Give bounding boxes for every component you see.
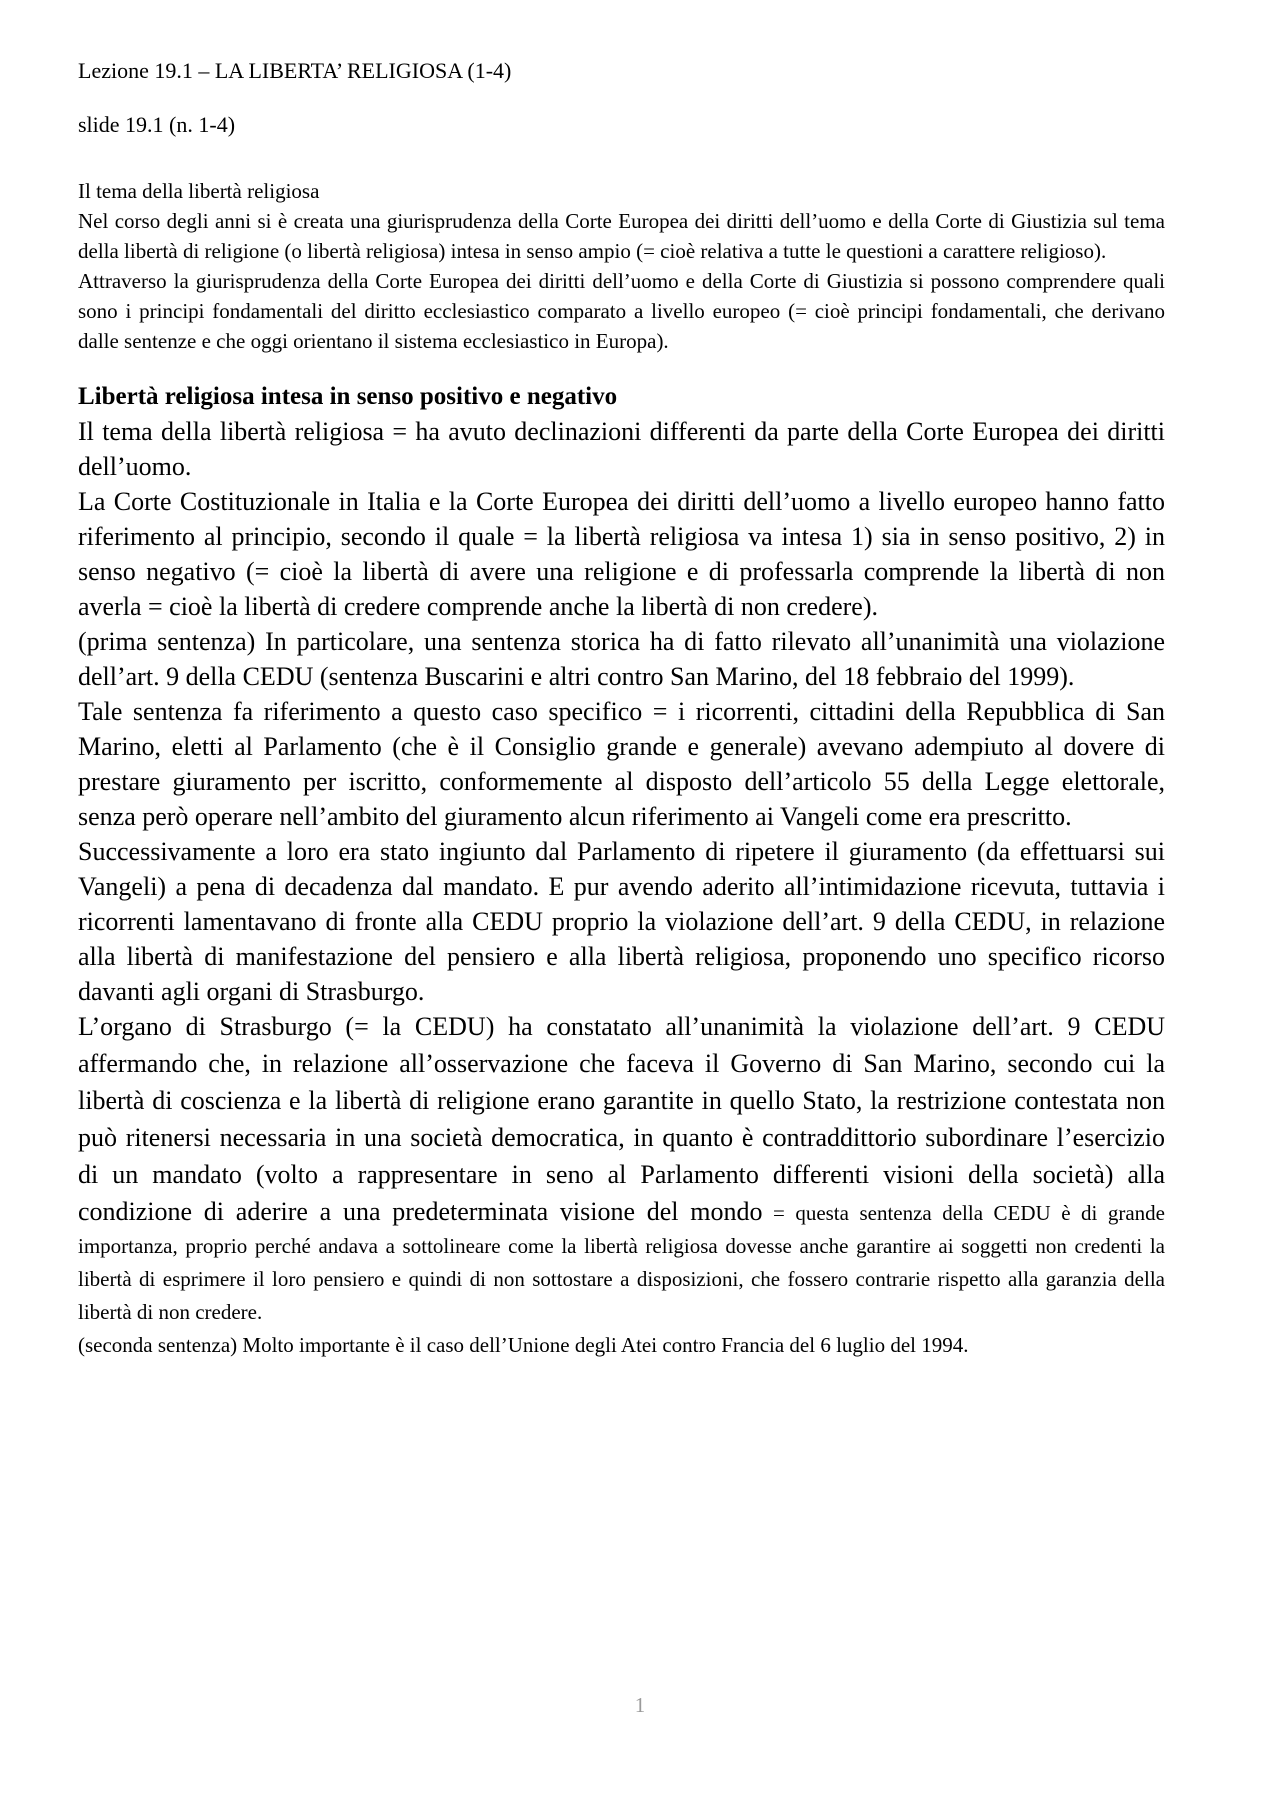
- closing-paragraph: (seconda sentenza) Molto importante è il caso dell’Unione degli Atei contro Francia del 6 luglio del 1994.: [78, 1333, 969, 1357]
- body-paragraph: Successivamente a loro era stato ingiunto dal Parlamento di ripetere il giuramento (da effettuarsi sui Vangeli) a pena di decadenza dal mandato. E pur avendo aderito all’intimidazione ricevuta, tuttavia i ricorrenti lamentavano di fronte alla CEDU proprio la violazione dell’art. 9 della CEDU, in relazione alla libertà di manifestazione del pensiero e alla libertà religiosa, proponendo uno specifico ricorso davanti agli organi di Strasburgo.: [78, 837, 1165, 1006]
- body-paragraph: La Corte Costituzionale in Italia e la Corte Europea dei diritti dell’uomo a livello europeo hanno fatto riferimento al principio, secondo il quale = la libertà religiosa va intesa 1) sia in senso positivo, 2) in senso negativo (= cioè la libertà di avere una religione e di professarla comprende la libertà di non averla = cioè la libertà di credere comprende anche la libertà di non credere).: [78, 487, 1165, 621]
- mixed-size-paragraph: [78, 1009, 1165, 1330]
- section-body: [78, 414, 1165, 1360]
- lesson-title: Lezione 19.1 – LA LIBERTA’ RELIGIOSA (1-4): [78, 58, 512, 83]
- paragraph-small-text: = questa sentenza della CEDU è di grande importanza, proprio perché andava a sottolineare come la libertà religiosa dovesse anche garantire ai soggetti non credenti la libertà di esprimere il loro pensiero e quindi di non sottostare a disposizioni, che fossero contrarie rispetto alla garanzia della libertà di non credere.: [78, 1201, 1165, 1324]
- intro-heading: Il tema della libertà religiosa: [78, 179, 320, 203]
- intro-paragraph: Attraverso la giurisprudenza della Corte Europea dei diritti dell’uomo e della Corte di Giustizia si possono comprendere quali sono i principi fondamentali del diritto ecclesiastico comparato a livello europeo (= cioè principi fondamentali, che derivano dalle sentenze e che oggi orientano il sistema ecclesiastico in Europa).: [78, 269, 1165, 353]
- intro-section: [78, 176, 1165, 356]
- section-heading: Libertà religiosa intesa in senso positivo e negativo: [78, 383, 618, 410]
- body-paragraph: (prima sentenza) In particolare, una sentenza storica ha di fatto rilevato all’unanimità una violazione dell’art. 9 della CEDU (sentenza Buscarini e altri contro San Marino, del 18 febbraio del 1999).: [78, 627, 1165, 691]
- slide-reference: slide 19.1 (n. 1-4): [78, 112, 236, 137]
- page-content: [78, 56, 1165, 1360]
- body-paragraph: Tale sentenza fa riferimento a questo caso specifico = i ricorrenti, cittadini della Repubblica di San Marino, eletti al Parlamento (che è il Consiglio grande e generale) avevano adempiuto al dovere di prestare giuramento per iscritto, conformemente al disposto dell’articolo 55 della Legge elettorale, senza però operare nell’ambito del giuramento alcun riferimento ai Vangeli come era prescritto.: [78, 697, 1165, 831]
- intro-paragraph: Nel corso degli anni si è creata una giurisprudenza della Corte Europea dei diritti dell’uomo e della Corte di Giustizia sul tema della libertà di religione (o libertà religiosa) intesa in senso ampio (= cioè relativa a tutte le questioni a carattere religioso).: [78, 209, 1165, 263]
- paragraph-large-text: L’organo di Strasburgo (= la CEDU) ha constatato all’unanimità la violazione dell’art. 9 CEDU affermando che, in relazione all’osservazione che faceva il Governo di San Marino, secondo cui la libertà di coscienza e la libertà di religione erano garantite in quello Stato, la restrizione contestata non può ritenersi necessaria in una società democratica, in quanto è contraddittorio subordinare l’esercizio di un mandato (volto a rappresentare in seno al Parlamento differenti visioni della società) alla condizione di aderire a una predeterminata visione del mondo: [78, 1012, 1165, 1226]
- page-number: 1: [634, 1693, 646, 1717]
- body-paragraph: Il tema della libertà religiosa = ha avuto declinazioni differenti da parte della Corte Europea dei diritti dell’uomo.: [78, 417, 1165, 481]
